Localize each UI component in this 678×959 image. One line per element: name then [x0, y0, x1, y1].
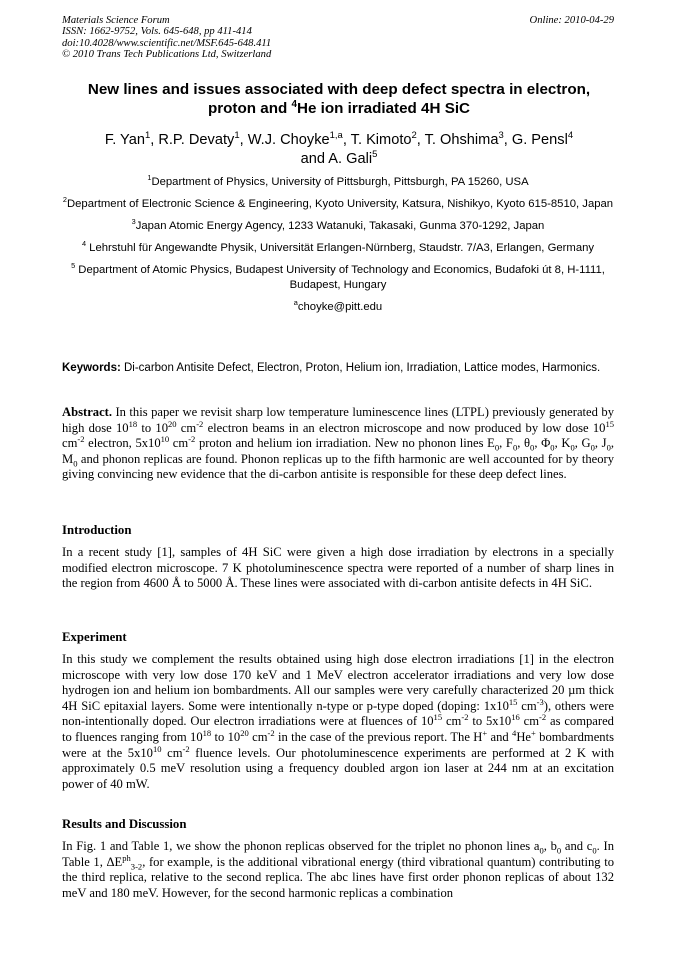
title-text: He ion irradiated 4H SiC [297, 100, 471, 117]
affiliation-list [62, 175, 614, 322]
section-heading-results: Results and Discussion [62, 817, 187, 831]
line-symbol: $G_0$ [581, 436, 595, 453]
affiliation: $^2$Department of Electronic Science & Engineering, Kyoto University, Katsura, Nishikyo, Kyoto 615-8510, Japan [62, 195, 614, 210]
affiliation: $^4$ Lehrstuhl für Angewandte Physik, Universität Erlangen-Nürnberg, Staudstr. 7/A3, Erlangen, Germany [81, 239, 595, 254]
journal-name: Materials Science Forum [62, 15, 170, 26]
line-symbol: $\Phi_0$ [541, 436, 555, 453]
title-line-2 [40, 99, 638, 118]
keywords-text: Di-carbon Antisite Defect, Electron, Proton, Helium ion, Irradiation, Lattice modes, Harmonics. [120, 362, 601, 374]
journal-header [62, 15, 614, 61]
line-symbol: $K_0$ [561, 436, 575, 453]
affiliation: $^5$ Department of Atomic Physics, Budapest University of Technology and Economics, Budafoki út 8, H-1111, Budapest, Hungary [71, 261, 605, 291]
affiliation: $^3$Japan Atomic Energy Agency, 1233 Watanuki, Takasaki, Gunma 370-1292, Japan [131, 217, 545, 232]
author: T. Kimoto$^2$ [350, 130, 417, 148]
line-symbol: $E_0$ [487, 436, 500, 453]
author: W.J. Choyke$^{1,a}$ [247, 130, 343, 148]
title-superscript: 4 [291, 98, 297, 110]
abstract: Abstract. In this paper we revisit sharp low temperature luminescence lines (LTPL) previously generated by high dose $10^{18}$ to $10^{20}$ $cm^{-2}$ electron beams in an electron microscope and now produced by low dose $10^{15}$ $cm^{-2}$ electron, $5x10^{10}$ $cm^{-2}$ proton and helium ion irradiation. New no phonon lines $E_0$, $F_0$, $\theta_0$, $\Phi_0$, $K_0$, $G_0$, $J_0$, $M_0$ and phonon replicas are found. Phonon replicas up to the fifth harmonic are well accounted for by theory giving convincing new evidence that the di-carbon antisite is responsible for these deep defect lines. [62, 405, 614, 482]
introduction-paragraph: In a recent study [1], samples of 4H SiC were given a high dose irradiation by electrons in a specially modified electron microscope. 7 K photoluminescence spectra were reported of a number of sharp lines in the region from 4600 Å to 5000 Å. These lines were associated with di-carbon antisite defects in 4H SiC. [62, 545, 614, 591]
author: F. Yan$^1$ [104, 130, 151, 148]
experiment-paragraph: In this study we complement the results obtained using high dose electron irradiations [1] in the electron microscope with very low dose 170 keV and 1 MeV electron accelerator irradiations and very low dose hydrogen ion and helium ion bombardments. All our samples were very carefully characterized 20 µm thick 4H SiC epitaxial layers. Some were intentionally n-type or p-type doped (doping: $1x10^{15}$ $cm^{-3}$), others were non-intentionally doped. Our electron irradiations were at fluences of $10^{15}$ $cm^{-2}$ to $5x10^{16}$ $cm^{-2}$ as compared to fluences ranging from $10^{18}$ to $10^{20}$ $cm^{-2}$ in the case of the previous report. The H+ and $^4$He+ bombardments were at the $5x10^{10}$ $cm^{-2}$ fluence levels. Our photoluminescence experiments are performed at 2 K with approximately 0.5 meV resolution using a frequency doubled argon ion laser at 244 nm at an excitation power of 40 mW. [62, 652, 615, 791]
copyright-line: © 2010 Trans Tech Publications Ltd, Switzerland [62, 49, 272, 61]
title-text: proton and [207, 100, 292, 117]
author: A. Gali$^5$ [328, 149, 378, 167]
abstract-label: Abstract. [62, 405, 113, 419]
corresponding-email: $^a$choyke@pitt.edu [293, 298, 383, 313]
affiliation: $^1$Department of Physics, University of Pittsburgh, Pittsburgh, PA 15260, USA [147, 173, 529, 188]
author: R.P. Devaty$^1$ [158, 130, 240, 148]
author: T. Ohshima$^3$ [424, 130, 504, 148]
line-symbol: $J_0$ [601, 436, 611, 453]
author-list: F. Yan$^1$, R.P. Devaty$^1$, W.J. Choyke$^{1,a}$, T. Kimoto$^2$, T. Ohshima$^3$, G. Pensl$^4$ and A. Gali$^5$ [104, 130, 574, 167]
issn-line: ISSN: 1662-9752, Vols. 645-648, pp 411-414 [62, 26, 252, 38]
results-paragraph: In Fig. 1 and Table 1, we show the phonon replicas observed for the triplet no phonon lines $a_0$, $b_0$ and $c_0$. In Table 1, $\Delta E^{ph}_{3-2}$, for example, is the additional vibrational energy (third vibrational quantum) contributing to the third replica, relative to the second replica. The abc lines have first order phonon replicas of about 132 meV and 180 meV. However, for the second harmonic replicas a combination [62, 839, 615, 900]
doi-line: doi:10.4028/www.scientific.net/MSF.645-648.411 [62, 37, 272, 49]
keywords [62, 361, 614, 375]
online-date: Online: 2010-04-29 [529, 15, 614, 26]
paper-title [40, 80, 638, 118]
line-symbol: $M_0$ [62, 451, 78, 469]
author-joiner: and [300, 151, 326, 167]
section-heading-experiment: Experiment [62, 630, 127, 644]
section-heading-introduction: Introduction [62, 523, 132, 537]
author: G. Pensl$^4$ [511, 130, 574, 148]
title-line-1: New lines and issues associated with deep defect spectra in electron, [87, 81, 591, 98]
line-symbol: $F_0$ [505, 436, 518, 453]
line-symbol: $\theta_0$ [523, 436, 535, 453]
keywords-label: Keywords: [62, 362, 121, 374]
